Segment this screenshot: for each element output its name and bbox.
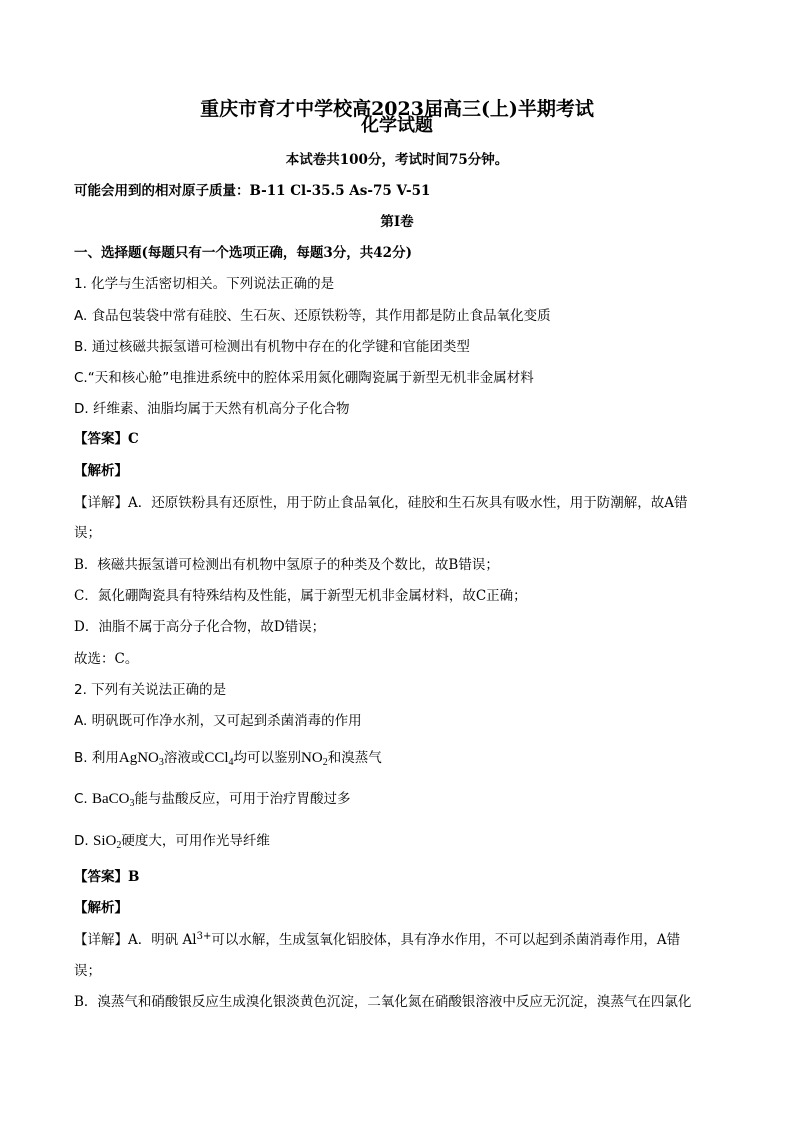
chemical-formula xyxy=(301,750,328,766)
chemical-formula xyxy=(204,750,233,766)
question-1-detail-line: D．油脂不属于高分子化合物，故D错误； xyxy=(74,619,326,635)
formula-subscript: 3 xyxy=(129,798,135,809)
option-text: 和溴蒸气 xyxy=(327,750,382,766)
question-1-conclusion: 故选：C。 xyxy=(74,651,139,667)
question-1-detail-line: 【详解】A．还原铁粉具有还原性，用于防止食品氧化，硅胶和生石灰具有吸水性，用于防潮解，故A错 xyxy=(74,495,688,511)
question-1-detail-line: B．核磁共振氢谱可检测出有机物中氢原子的种类及个数比，故B错误； xyxy=(74,557,499,573)
option-prefix: B. 利用 xyxy=(74,750,119,766)
option-text: 溶液或 xyxy=(163,750,205,766)
question-1-detail-line: C．氮化硼陶瓷具有特殊结构及性能，属于新型无机非金属材料，故C正确； xyxy=(74,588,527,604)
formula-subscript: 2 xyxy=(116,840,122,851)
formula-subscript: 4 xyxy=(228,757,234,768)
exam-title: 重庆市育才中学校高2023届高三(上)半期考试 xyxy=(200,98,594,120)
formula-subscript: 3 xyxy=(158,757,164,768)
formula-text: BaCO xyxy=(92,791,130,807)
question-1-answer: 【答案】C xyxy=(74,431,139,447)
question-2-option-c xyxy=(74,789,351,809)
option-text: 硬度大，可用作光导纤维 xyxy=(121,833,270,849)
option-prefix: C. xyxy=(74,791,93,807)
option-prefix: D. xyxy=(74,833,93,849)
question-1-option-b: B. 通过核磁共振氢谱可检测出有机物中存在的化学键和官能团类型 xyxy=(74,339,470,355)
question-1-option-c: C.“天和核心舱”电推进系统中的腔体采用氮化硼陶瓷属于新型无机非金属材料 xyxy=(74,370,534,386)
subject-heading: 化学试题 xyxy=(361,115,433,136)
question-2-analysis-label: 【解析】 xyxy=(74,900,128,916)
question-2-option-d xyxy=(74,831,270,851)
question-2-option-a: A. 明矾既可作净水剂，又可起到杀菌消毒的作用 xyxy=(74,713,362,729)
question-2-detail-line: 误； xyxy=(74,963,101,979)
detail-text: 可以水解，生成氢氧化铝胶体，具有净水作用，不可以起到杀菌消毒作用，A错 xyxy=(211,932,681,948)
question-2-detail-line xyxy=(74,930,680,950)
chemical-formula xyxy=(92,791,135,807)
option-text: 均可以鉴别 xyxy=(233,750,302,766)
question-1-stem: 1. 化学与生活密切相关。下列说法正确的是 xyxy=(74,276,335,292)
question-2-answer: 【答案】B xyxy=(74,869,140,885)
question-1-detail-line: 误； xyxy=(74,525,101,541)
detail-text: 【详解】A．明矾 Al xyxy=(74,932,197,948)
chemical-formula xyxy=(93,833,121,849)
question-1-analysis-label: 【解析】 xyxy=(74,463,128,479)
question-2-option-b xyxy=(74,748,382,768)
question-2-detail-line: B．溴蒸气和硝酸银反应生成溴化银淡黄色沉淀，二氧化氮在硝酸银溶液中反应无沉淀，溴蒸气在四氯化 xyxy=(74,994,692,1010)
formula-text: AgNO xyxy=(118,750,159,766)
option-text: 能与盐酸反应，可用于治疗胃酸过多 xyxy=(134,791,351,807)
question-2-stem: 2. 下列有关说法正确的是 xyxy=(74,682,227,698)
question-1-option-a: A. 食品包装袋中常有硅胶、生石灰、还原铁粉等，其作用都是防止食品氧化变质 xyxy=(74,308,551,324)
exam-info: 本试卷共100分，考试时间75分钟。 xyxy=(285,152,509,168)
ion-charge-superscript: 3+ xyxy=(196,931,212,942)
formula-text: SiO xyxy=(92,833,117,849)
question-1-option-d: D. 纤维素、油脂均属于天然有机高分子化合物 xyxy=(74,401,350,417)
formula-text: CCl xyxy=(204,750,229,766)
atomic-masses: 可能会用到的相对原子质量：B-11 Cl-35.5 As-75 V-51 xyxy=(74,183,431,199)
chemical-formula xyxy=(119,750,164,766)
volume-label: 第Ⅰ卷 xyxy=(380,214,414,230)
formula-text: NO xyxy=(301,750,323,766)
formula-subscript: 2 xyxy=(322,757,328,768)
section-heading: 一、选择题(每题只有一个选项正确，每题3分，共42分) xyxy=(74,245,412,261)
